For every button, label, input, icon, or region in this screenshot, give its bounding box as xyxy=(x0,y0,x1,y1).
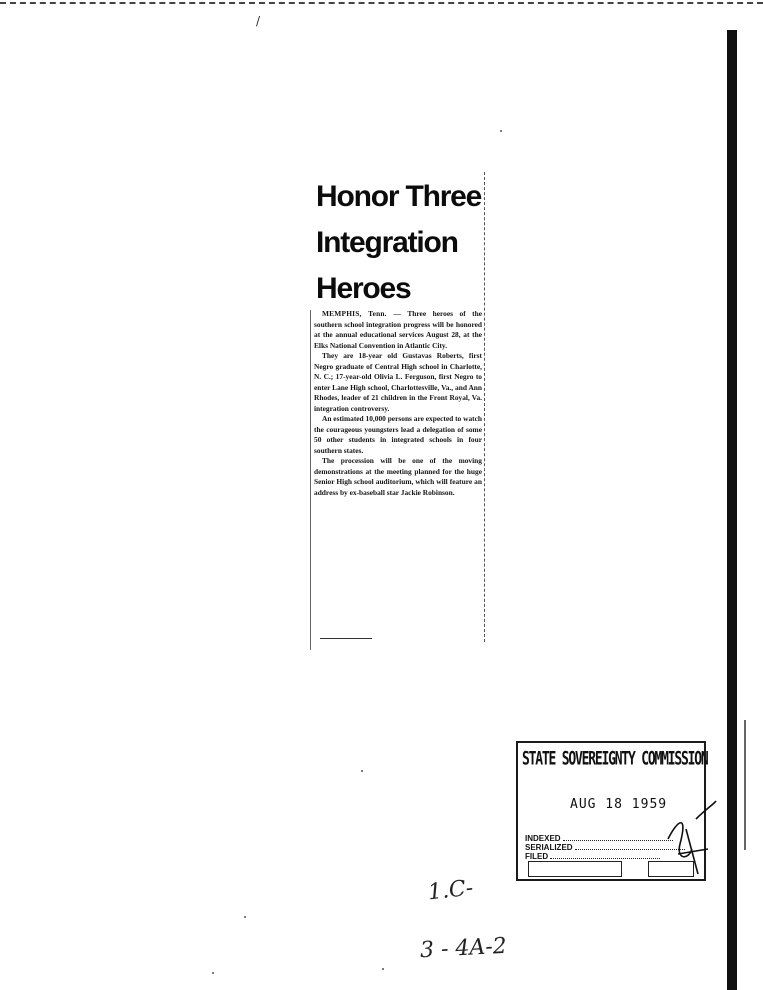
article-paragraph: The procession will be one of the moving demonstrations at the meeting planned for the huge Senior High school auditorium, which will feature an address by ex-baseball star Jackie Robinson. xyxy=(314,456,482,497)
commission-stamp xyxy=(516,741,706,881)
speck xyxy=(244,916,246,918)
handwritten-note: 1.C- xyxy=(426,875,475,906)
speck xyxy=(361,770,363,772)
article-paragraph xyxy=(314,309,482,351)
right-scan-shadow xyxy=(744,720,746,850)
stamp-field-line xyxy=(550,852,660,859)
stamp-title: STATE SOVEREIGNTY COMMISSION xyxy=(522,749,708,770)
pen-mark: / xyxy=(256,14,261,28)
article-paragraph-text: Three heroes of the southern school integration progress will be honored at the annual educational services August 28, at the Elks National Convention in Atlantic City. xyxy=(314,309,482,350)
article-paragraph: An estimated 10,000 persons are expected to watch the courageous youngsters lead a delegation of some 50 other students in integrated schools in four southern states. xyxy=(314,414,482,455)
stamp-field-label: INDEXED xyxy=(525,834,561,843)
handwritten-file-number: 3 - 4A-2 xyxy=(419,933,508,964)
article-dateline: MEMPHIS, Tenn. — xyxy=(322,309,402,318)
speck xyxy=(212,972,214,974)
newspaper-clipping xyxy=(312,172,485,642)
right-scan-edge xyxy=(727,30,737,990)
article-body xyxy=(314,309,482,498)
stamp-field-indexed xyxy=(525,834,673,843)
stamp-date: AUG 18 1959 xyxy=(570,797,668,812)
article-paragraph: They are 18-year old Gustavas Roberts, first Negro graduate of Central High school in Charlotte, N. C.; 17-year-old Olivia L. Ferguson, first Negro to enter Lane High school, Charlottesville, Va., and Ann Rhodes, leader of 21 children in the Front Royal, Va. integration controversy. xyxy=(314,351,482,413)
article-end-rule xyxy=(320,638,372,639)
stamp-field-line xyxy=(563,834,673,841)
speck xyxy=(500,130,502,132)
stamp-field-filed xyxy=(525,852,660,861)
clipping-left-edge xyxy=(310,310,311,650)
top-scan-edge xyxy=(0,2,763,4)
initials-signature xyxy=(658,799,718,879)
stamp-box xyxy=(528,861,622,877)
stamp-field-label: SERIALIZED xyxy=(525,843,573,852)
speck xyxy=(382,968,384,970)
stamp-field-label: FILED xyxy=(525,852,549,861)
article-headline: Honor Three Integration Heroes xyxy=(316,180,482,305)
